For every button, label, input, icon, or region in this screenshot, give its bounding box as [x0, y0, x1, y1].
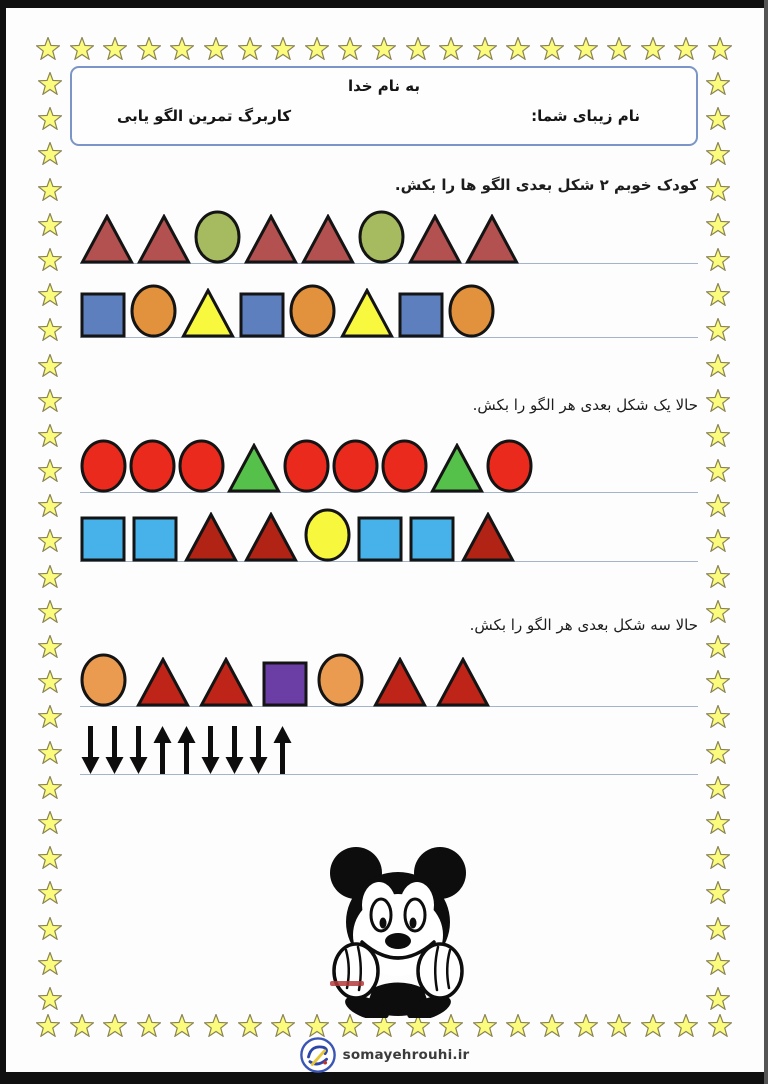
arrow-down-icon — [200, 726, 221, 774]
shape-square — [357, 515, 403, 562]
star-icon — [38, 424, 62, 447]
arrow-up-icon — [272, 726, 293, 774]
star-icon — [204, 37, 228, 60]
star-icon — [706, 635, 730, 658]
star-icon — [103, 37, 127, 60]
star-icon — [706, 670, 730, 693]
star-icon — [38, 459, 62, 482]
pattern-row-1 — [80, 210, 698, 264]
shape-triangle — [301, 214, 355, 264]
star-icon — [506, 37, 530, 60]
bismillah-text: به نام خدا — [347, 77, 421, 95]
star-icon — [305, 37, 329, 60]
frame-left — [0, 0, 6, 1084]
star-icon — [439, 37, 463, 60]
star-icon — [137, 1014, 161, 1037]
star-icon — [38, 107, 62, 130]
shape-triangle — [136, 657, 190, 707]
star-icon — [38, 494, 62, 517]
shape-triangle — [227, 443, 281, 493]
star-icon — [204, 1014, 228, 1037]
star-icon — [706, 107, 730, 130]
star-icon — [540, 1014, 564, 1037]
site-name[interactable]: somayehrouhi.ir — [342, 1047, 470, 1063]
star-icon — [674, 37, 698, 60]
star-icon — [372, 37, 396, 60]
star-icon — [38, 952, 62, 975]
shape-triangle — [461, 512, 515, 562]
shape-square — [80, 291, 126, 338]
arrow-down-icon — [128, 726, 149, 774]
star-icon — [38, 529, 62, 552]
site-logo-icon — [299, 1036, 337, 1074]
pattern-row-3 — [80, 439, 698, 493]
star-icon — [706, 565, 730, 588]
star-icon — [38, 670, 62, 693]
star-icon — [38, 917, 62, 940]
shape-circle — [358, 210, 405, 264]
star-icon — [70, 37, 94, 60]
star-icon — [706, 881, 730, 904]
arrow-up-icon — [152, 726, 173, 774]
star-icon — [706, 283, 730, 306]
star-border-top — [36, 35, 732, 61]
shape-triangle — [408, 214, 462, 264]
star-icon — [38, 846, 62, 869]
star-icon — [641, 1014, 665, 1037]
star-icon — [706, 776, 730, 799]
star-border-left — [37, 72, 62, 1010]
star-icon — [706, 389, 730, 412]
shape-square — [239, 291, 285, 338]
pattern-row-5 — [80, 653, 698, 707]
star-icon — [706, 600, 730, 623]
star-icon — [38, 142, 62, 165]
star-icon — [540, 37, 564, 60]
star-icon — [708, 37, 732, 60]
shape-circle — [129, 439, 176, 493]
star-icon — [38, 987, 62, 1010]
star-icon — [706, 741, 730, 764]
star-icon — [406, 37, 430, 60]
star-icon — [706, 705, 730, 728]
shape-triangle — [244, 512, 298, 562]
star-icon — [137, 37, 161, 60]
star-icon — [706, 72, 730, 95]
shape-square — [132, 515, 178, 562]
shape-square — [398, 291, 444, 338]
star-icon — [103, 1014, 127, 1037]
shape-triangle — [199, 657, 253, 707]
frame-top — [0, 0, 768, 8]
shape-triangle — [137, 214, 191, 264]
star-icon — [706, 178, 730, 201]
footer — [0, 1036, 768, 1074]
student-name-label: نام زیبای شما: — [531, 107, 640, 125]
star-icon — [238, 1014, 262, 1037]
arrow-down-icon — [224, 726, 245, 774]
arrow-pattern-row — [80, 727, 698, 775]
star-icon — [38, 565, 62, 588]
star-icon — [38, 318, 62, 341]
star-icon — [574, 1014, 598, 1037]
star-icon — [38, 881, 62, 904]
shape-triangle — [340, 288, 394, 338]
shape-triangle — [181, 288, 235, 338]
star-icon — [706, 318, 730, 341]
shape-circle — [289, 284, 336, 338]
shape-circle — [80, 439, 127, 493]
star-border-right — [705, 72, 730, 1010]
star-icon — [706, 846, 730, 869]
star-icon — [338, 37, 362, 60]
star-icon — [38, 741, 62, 764]
star-icon — [36, 37, 60, 60]
star-icon — [38, 72, 62, 95]
star-icon — [506, 1014, 530, 1037]
frame-right — [764, 0, 768, 1084]
shape-square — [262, 660, 308, 707]
shape-square — [409, 515, 455, 562]
star-icon — [706, 494, 730, 517]
shape-circle — [283, 439, 330, 493]
star-icon — [36, 1014, 60, 1037]
star-icon — [706, 952, 730, 975]
arrow-down-icon — [104, 726, 125, 774]
star-icon — [706, 248, 730, 271]
shape-circle — [381, 439, 428, 493]
arrow-down-icon — [248, 726, 269, 774]
shape-circle — [130, 284, 177, 338]
star-icon — [706, 529, 730, 552]
star-icon — [70, 1014, 94, 1037]
star-icon — [38, 635, 62, 658]
star-icon — [473, 37, 497, 60]
star-icon — [238, 37, 262, 60]
star-icon — [38, 354, 62, 377]
star-icon — [574, 37, 598, 60]
star-icon — [38, 776, 62, 799]
shape-triangle — [80, 214, 134, 264]
star-icon — [706, 459, 730, 482]
shape-triangle — [184, 512, 238, 562]
shape-triangle — [244, 214, 298, 264]
star-icon — [38, 283, 62, 306]
star-icon — [38, 600, 62, 623]
star-icon — [674, 1014, 698, 1037]
instruction-3: حالا سه شکل بعدی هر الگو را بکش. — [469, 616, 698, 634]
pattern-row-4 — [80, 508, 698, 562]
shape-circle — [448, 284, 495, 338]
star-icon — [708, 1014, 732, 1037]
star-icon — [170, 37, 194, 60]
star-icon — [38, 811, 62, 834]
star-icon — [38, 213, 62, 236]
star-icon — [706, 811, 730, 834]
shape-triangle — [430, 443, 484, 493]
star-icon — [607, 37, 631, 60]
star-icon — [38, 705, 62, 728]
shape-triangle — [465, 214, 519, 264]
star-icon — [706, 917, 730, 940]
instruction-1: کودک خوبم ۲ شکل بعدی الگو ها را بکش. — [394, 176, 698, 194]
mickey-mouse-image — [318, 838, 478, 1018]
star-icon — [271, 37, 295, 60]
shape-triangle — [373, 657, 427, 707]
star-icon — [38, 389, 62, 412]
shape-circle — [178, 439, 225, 493]
star-icon — [706, 424, 730, 447]
shape-circle — [304, 508, 351, 562]
star-icon — [706, 142, 730, 165]
red-watermark — [330, 981, 364, 986]
star-icon — [706, 213, 730, 236]
star-icon — [271, 1014, 295, 1037]
star-icon — [641, 37, 665, 60]
star-icon — [170, 1014, 194, 1037]
star-icon — [706, 354, 730, 377]
instruction-2: حالا یک شکل بعدی هر الگو را بکش. — [472, 396, 698, 414]
pattern-row-2 — [80, 284, 698, 338]
shape-circle — [332, 439, 379, 493]
arrow-up-icon — [176, 726, 197, 774]
worksheet-title: کاربرگ تمرین الگو یابی — [117, 107, 292, 125]
shape-circle — [80, 653, 127, 707]
shape-circle — [486, 439, 533, 493]
shape-triangle — [436, 657, 490, 707]
header-box — [70, 66, 698, 146]
shape-circle — [317, 653, 364, 707]
star-icon — [38, 248, 62, 271]
star-icon — [38, 178, 62, 201]
star-icon — [607, 1014, 631, 1037]
shape-circle — [194, 210, 241, 264]
star-icon — [706, 987, 730, 1010]
arrow-down-icon — [80, 726, 101, 774]
shape-square — [80, 515, 126, 562]
